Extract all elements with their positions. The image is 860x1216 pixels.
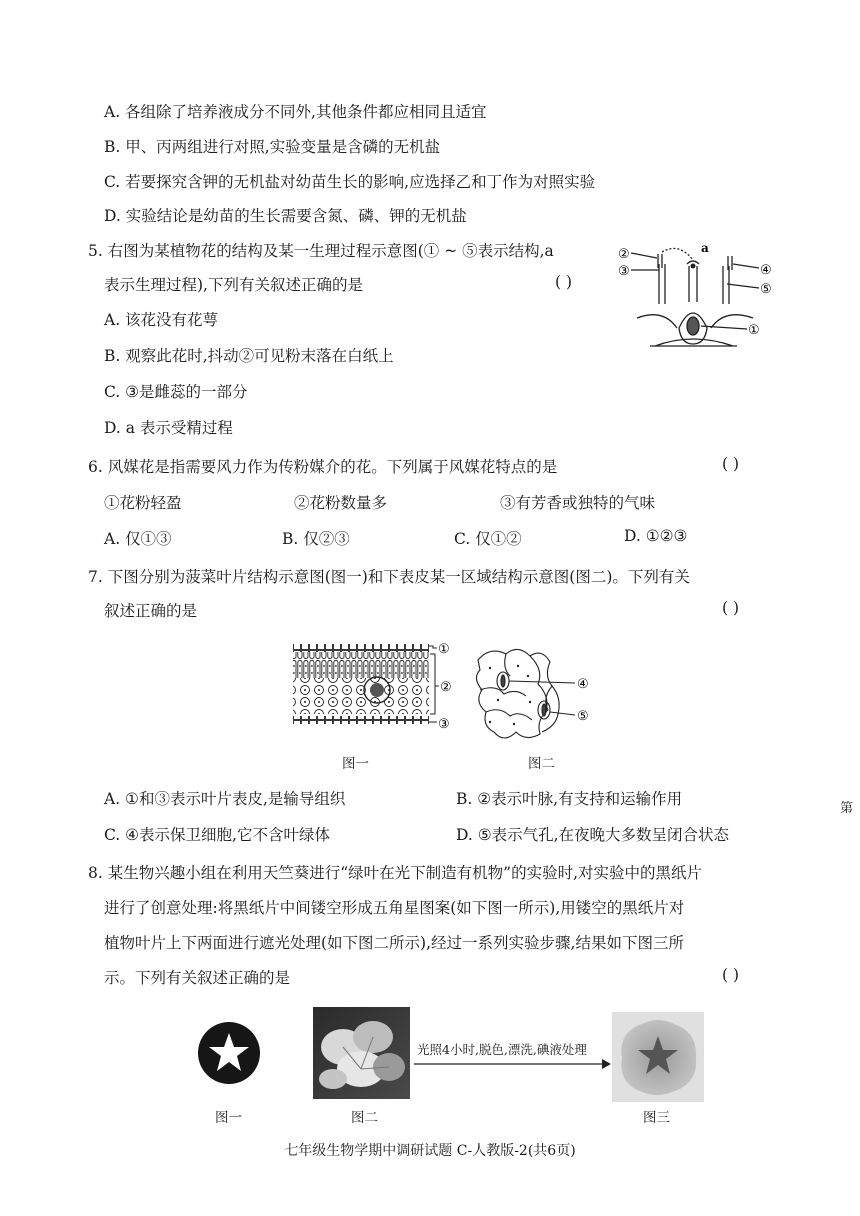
flower-label-5: ⑤ <box>760 282 772 297</box>
leaf-cross-section-figure <box>285 636 460 744</box>
lower-epidermis-figure <box>470 640 610 750</box>
q4-option-d: D. 实验结论是幼苗的生长需要含氮、磷、钾的无机盐 <box>104 207 467 225</box>
q6-item-1: ①花粉轻盈 <box>104 494 182 512</box>
q7-fig1-caption: 图一 <box>342 756 369 772</box>
q8-stem-line4: 示。下列有关叙述正确的是 <box>104 969 291 987</box>
flower-label-1: ① <box>748 323 760 338</box>
q8-stem-line3: 植物叶片上下两面进行遮光处理(如下图二所示),经过一系列实验步骤,结果如下图三所 <box>104 934 684 952</box>
geranium-leaf-photo <box>313 1007 410 1099</box>
process-arrow-label: 光照4小时,脱色,漂洗,碘液处理 <box>417 1042 587 1057</box>
q8-fig2-caption: 图二 <box>351 1110 378 1126</box>
q5-stem-line1: 5. 右图为某植物花的结构及某一生理过程示意图(① ~ ⑤表示结构,a <box>88 242 554 260</box>
q5-answer-paren: ( ) <box>555 273 573 291</box>
iodine-result-photo <box>612 1012 704 1102</box>
q7-option-c: C. ④表示保卫细胞,它不含叶绿体 <box>104 826 330 844</box>
q5-option-d: D. a 表示受精过程 <box>104 419 233 437</box>
q8-stem-line2: 进行了创意处理:将黑纸片中间镂空形成五角星图案(如下图一所示),用镂空的黑纸片对 <box>104 899 685 917</box>
q6-option-b: B. 仅②③ <box>282 530 350 548</box>
q8-stem-line1: 8. 某生物兴趣小组在利用天竺葵进行“绿叶在光下制造有机物”的实验时,对实验中的黑纸片 <box>88 864 702 882</box>
q6-option-a: A. 仅①③ <box>104 530 172 548</box>
page-footer: 七年级生物学期中调研试题 C-人教版-2(共6页) <box>284 1143 576 1159</box>
epidermis-label-5: ⑤ <box>577 709 589 724</box>
q7-stem-line2: 叙述正确的是 <box>104 602 198 620</box>
q6-item-2: ②花粉数量多 <box>294 494 388 512</box>
q7-option-b: B. ②表示叶脉,有支持和运输作用 <box>456 790 683 808</box>
q5-option-a: A. 该花没有花萼 <box>104 311 219 329</box>
leaf-label-1: ① <box>438 642 450 657</box>
q4-option-a: A. 各组除了培养液成分不同外,其他条件都应相同且适宜 <box>104 103 487 121</box>
q4-option-c: C. 若要探究含钾的无机盐对幼苗生长的影响,应选择乙和丁作为对照实验 <box>104 173 596 191</box>
flower-structure-figure <box>615 236 780 358</box>
side-margin-mark: 第 <box>840 801 854 816</box>
leaf-label-3: ③ <box>438 717 450 732</box>
epidermis-label-4: ④ <box>577 677 589 692</box>
q7-fig2-caption: 图二 <box>528 756 555 772</box>
q6-answer-paren: ( ) <box>722 455 740 473</box>
q6-stem: 6. 风媒花是指需要风力作为传粉媒介的花。下列属于风媒花特点的是 <box>88 458 558 476</box>
q5-stem-line2: 表示生理过程),下列有关叙述正确的是 <box>104 276 363 294</box>
flower-label-3: ③ <box>618 264 630 279</box>
flower-label-a: a <box>701 241 709 255</box>
flower-label-2: ② <box>618 247 630 262</box>
q8-fig1-caption: 图一 <box>215 1110 242 1126</box>
flower-label-4: ④ <box>760 263 772 278</box>
q7-option-a: A. ①和③表示叶片表皮,是输导组织 <box>104 790 346 808</box>
q4-option-b: B. 甲、丙两组进行对照,实验变量是含磷的无机盐 <box>104 138 441 156</box>
q8-fig3-caption: 图三 <box>643 1110 670 1126</box>
q7-option-d: D. ⑤表示气孔,在夜晚大多数呈闭合状态 <box>456 826 730 844</box>
q7-answer-paren: ( ) <box>722 599 740 617</box>
q8-answer-paren: ( ) <box>722 966 740 984</box>
star-cutout-paper-figure <box>196 1020 262 1086</box>
q6-item-3: ③有芳香或独特的气味 <box>500 494 656 512</box>
q5-option-c: C. ③是雌蕊的一部分 <box>104 383 248 401</box>
q5-option-b: B. 观察此花时,抖动②可见粉末落在白纸上 <box>104 347 394 365</box>
leaf-label-2: ② <box>440 680 452 695</box>
q6-option-d: D. ①②③ <box>624 527 688 545</box>
q7-stem-line1: 7. 下图分别为菠菜叶片结构示意图(图一)和下表皮某一区域结构示意图(图二)。下列有关 <box>88 568 690 586</box>
process-arrow-icon <box>412 1058 612 1070</box>
q6-option-c: C. 仅①② <box>454 530 522 548</box>
